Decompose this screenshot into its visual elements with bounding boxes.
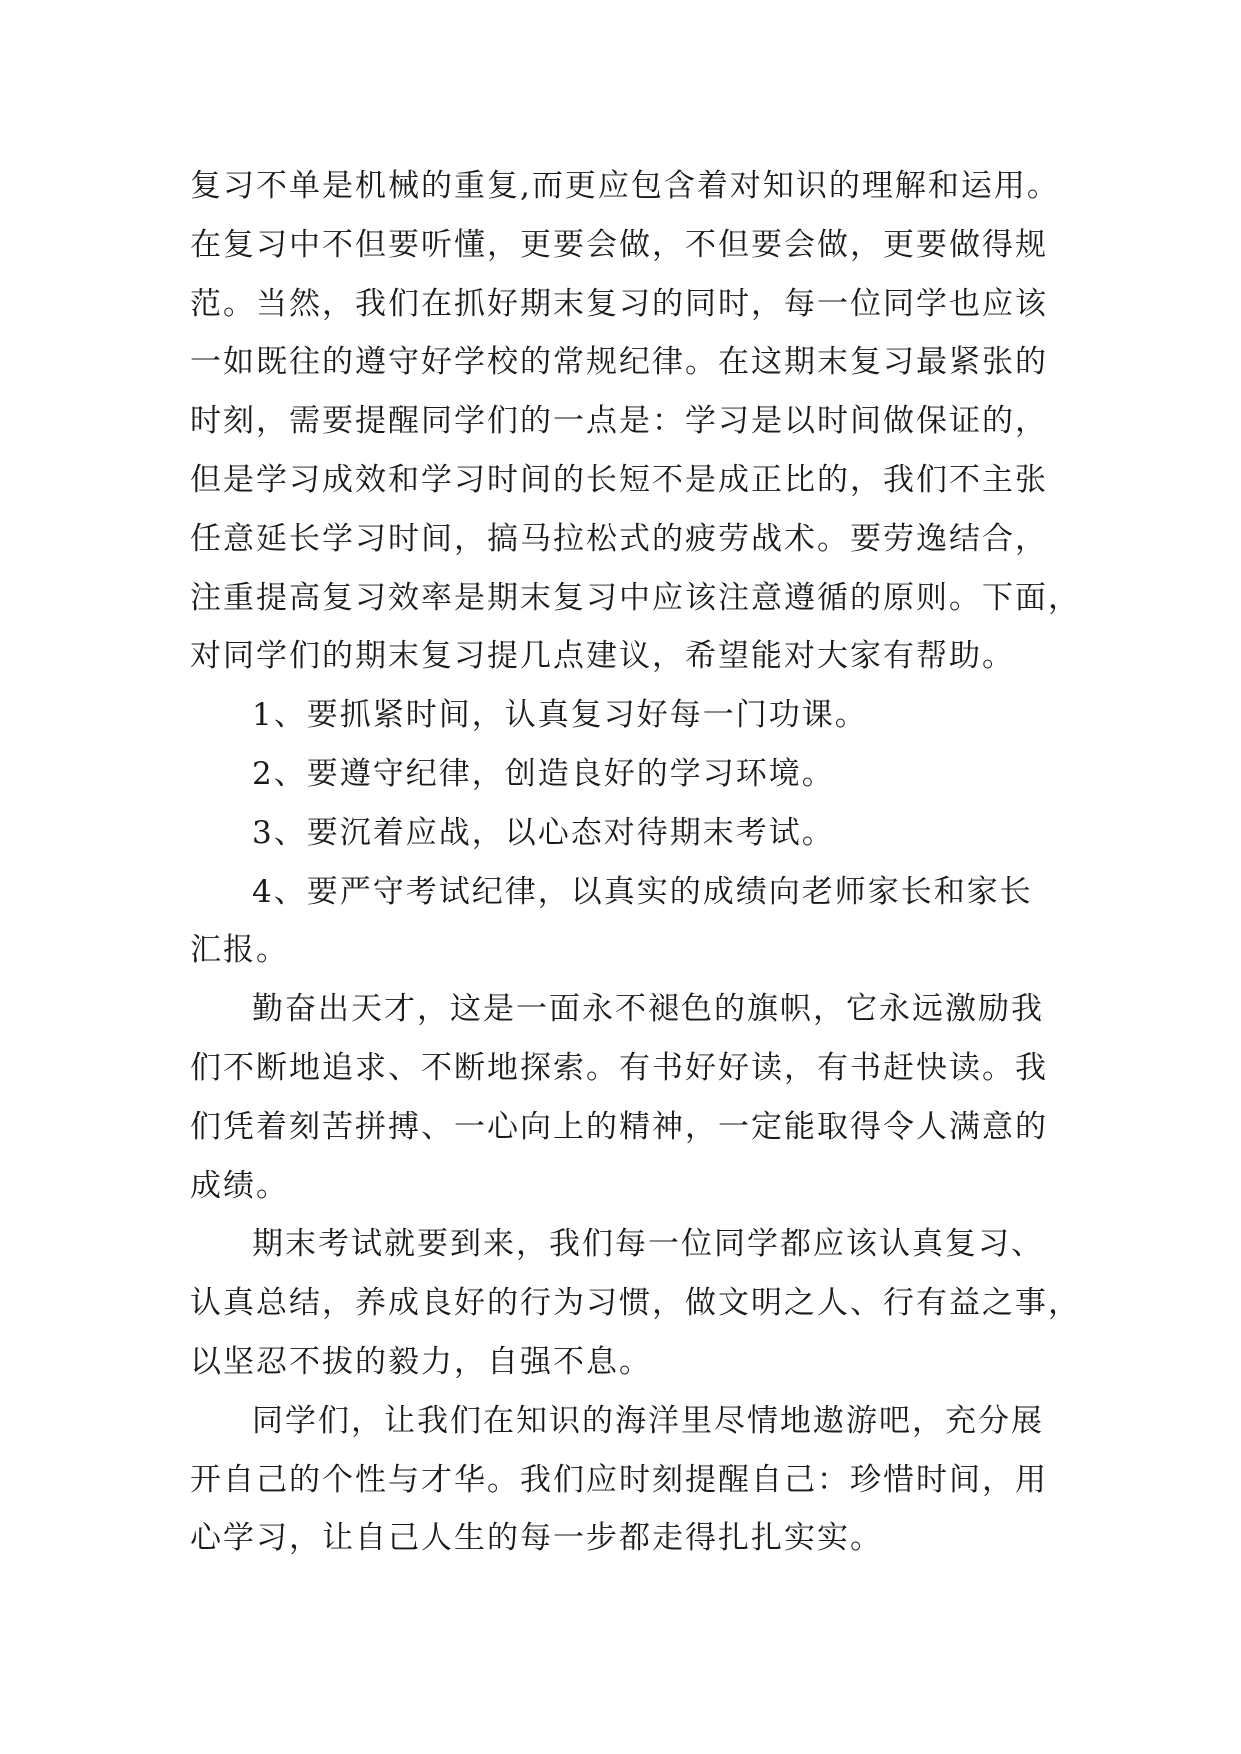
paragraph-start: 同学们，让我们在知识的海洋里尽情地遨游吧，充分展 — [252, 1402, 1044, 1439]
text-line: 任意延长学习时间，搞马拉松式的疲劳战术。要劳逸结合， — [190, 520, 1048, 557]
text-line: 但是学习成效和学习时间的长短不是成正比的，我们不主张 — [190, 461, 1048, 498]
text-line: 一如既往的遵守好学校的常规纪律。在这期末复习最紧张的 — [190, 344, 1048, 381]
text-line: 范。当然，我们在抓好期末复习的同时，每一位同学也应该 — [190, 285, 1048, 322]
text-line: 认真总结，养成良好的行为习惯，做文明之人、行有益之事， — [190, 1285, 1081, 1322]
text-line: 成绩。 — [190, 1167, 289, 1204]
text-line: 注重提高复习效率是期末复习中应该注意遵循的原则。下面， — [190, 579, 1081, 616]
text-line: 开自己的个性与才华。我们应时刻提醒自己：珍惜时间，用 — [190, 1461, 1048, 1498]
document-body — [190, 157, 1090, 1568]
text-line: 在复习中不但要听懂，更要会做，不但要会做，更要做得规 — [190, 226, 1048, 263]
list-item-2: 2、要遵守纪律，创造良好的学习环境。 — [252, 755, 835, 792]
paragraph-start: 勤奋出天才，这是一面永不褪色的旗帜，它永远激励我 — [252, 991, 1044, 1028]
text-line: 对同学们的期末复习提几点建议，希望能对大家有帮助。 — [190, 638, 1015, 675]
text-line: 以坚忍不拔的毅力，自强不息。 — [190, 1343, 652, 1380]
text-line: 时刻，需要提醒同学们的一点是：学习是以时间做保证的， — [190, 403, 1048, 440]
list-item-4: 4、要严守考试纪律，以真实的成绩向老师家长和家长 — [252, 873, 1033, 910]
text-line: 们不断地追求、不断地探索。有书好好读，有书赶快读。我 — [190, 1049, 1048, 1086]
text-line: 汇报。 — [190, 932, 289, 969]
text-line: 心学习，让自己人生的每一步都走得扎扎实实。 — [190, 1520, 883, 1557]
text-line: 复习不单是机械的重复,而更应包含着对知识的理解和运用。 — [190, 168, 1060, 204]
list-item-1: 1、要抓紧时间，认真复习好每一门功课。 — [252, 697, 868, 734]
list-item-3: 3、要沉着应战，以心态对待期末考试。 — [252, 814, 835, 851]
paragraph-start: 期末考试就要到来，我们每一位同学都应该认真复习、 — [252, 1226, 1044, 1263]
text-line: 们凭着刻苦拼搏、一心向上的精神，一定能取得令人满意的 — [190, 1108, 1048, 1145]
